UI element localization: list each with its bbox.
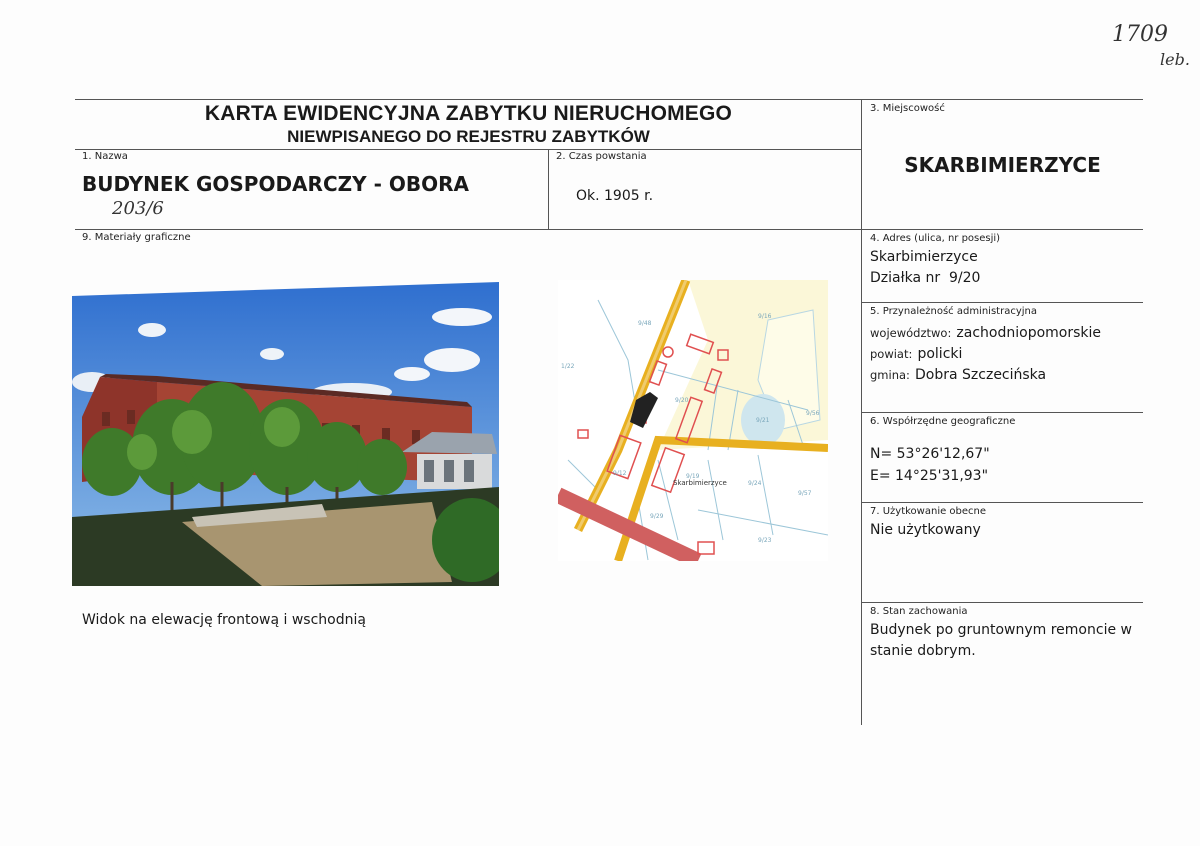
parcel-label: 1/22 xyxy=(561,363,575,370)
title-rule xyxy=(75,149,862,150)
map-place-label: Skarbimierzyce xyxy=(673,479,727,487)
adres-line1: Skarbimierzyce xyxy=(870,249,978,265)
stan-label: 8. Stan zachowania xyxy=(870,606,968,617)
row-rule-1 xyxy=(75,229,1143,230)
parcel-label: 9/12 xyxy=(613,470,627,477)
rule-8 xyxy=(862,602,1143,603)
nazwa-value: BUDYNEK GOSPODARCZY - OBORA xyxy=(82,172,469,196)
handwritten-note: leb. xyxy=(1160,50,1190,69)
parcel-label: 9/24 xyxy=(748,480,762,487)
parcel-label: 9/48 xyxy=(638,320,652,327)
powiat-row xyxy=(870,343,962,362)
wojewodztwo-row xyxy=(870,322,1101,341)
building-photo xyxy=(72,282,499,586)
nazwa-label: 1. Nazwa xyxy=(82,151,128,162)
gmina-label: gmina: xyxy=(870,368,910,382)
longitude-value: E= 14°25'31,93" xyxy=(870,468,989,484)
nazwa-handwritten: 203/6 xyxy=(112,198,164,219)
powiat-value: policki xyxy=(917,346,963,362)
parcel-label: 9/56 xyxy=(806,410,820,417)
parcel-label: 9/21 xyxy=(756,417,770,424)
photo-caption: Widok na elewację frontową i wschodnią xyxy=(82,612,366,628)
parcel-label: 9/16 xyxy=(758,313,772,320)
rule-7 xyxy=(862,502,1143,503)
wspolrzedne-label: 6. Współrzędne geograficzne xyxy=(870,416,1016,427)
parcel-label: 9/20 xyxy=(675,397,689,404)
card-subtitle: NIEWPISANEGO DO REJESTRU ZABYTKÓW xyxy=(287,127,650,146)
gmina-value: Dobra Szczecińska xyxy=(915,367,1047,383)
parcel-label: 9/23 xyxy=(758,537,772,544)
miejscowosc-label: 3. Miejscowość xyxy=(870,103,945,114)
rule-5 xyxy=(862,302,1143,303)
adres-line2: Działka nr 9/20 xyxy=(870,270,981,286)
wojewodztwo-label: województwo: xyxy=(870,326,952,340)
uzytkowanie-label: 7. Użytkowanie obecne xyxy=(870,506,987,517)
przynaleznosc-label: 5. Przynależność administracyjna xyxy=(870,306,1037,317)
location-map xyxy=(558,280,828,561)
czas-label: 2. Czas powstania xyxy=(556,151,647,162)
powiat-label: powiat: xyxy=(870,347,913,361)
card-title: KARTA EWIDENCYJNA ZABYTKU NIERUCHOMEGO xyxy=(204,102,733,125)
stan-line2: stanie dobrym. xyxy=(870,643,976,659)
main-divider xyxy=(861,99,862,725)
wojewodztwo-value: zachodniopomorskie xyxy=(956,325,1102,341)
rule-6 xyxy=(862,412,1143,413)
gmina-row xyxy=(870,364,1046,383)
stan-line1: Budynek po gruntownym remoncie w xyxy=(870,622,1132,638)
name-time-divider xyxy=(548,149,549,229)
top-rule xyxy=(75,99,1143,100)
parcel-label: 9/29 xyxy=(650,513,664,520)
latitude-value: N= 53°26'12,67" xyxy=(870,446,990,462)
uzytkowanie-value: Nie użytkowany xyxy=(870,522,981,538)
parcel-label: 9/19 xyxy=(686,473,700,480)
miejscowosc-value: SKARBIMIERZYCE xyxy=(904,153,1101,177)
parcel-label: 9/57 xyxy=(798,490,812,497)
handwritten-number: 1709 xyxy=(1112,22,1168,47)
adres-label: 4. Adres (ulica, nr posesji) xyxy=(870,233,1001,244)
czas-value: Ok. 1905 r. xyxy=(576,188,654,204)
materialy-label: 9. Materiały graficzne xyxy=(82,232,191,243)
